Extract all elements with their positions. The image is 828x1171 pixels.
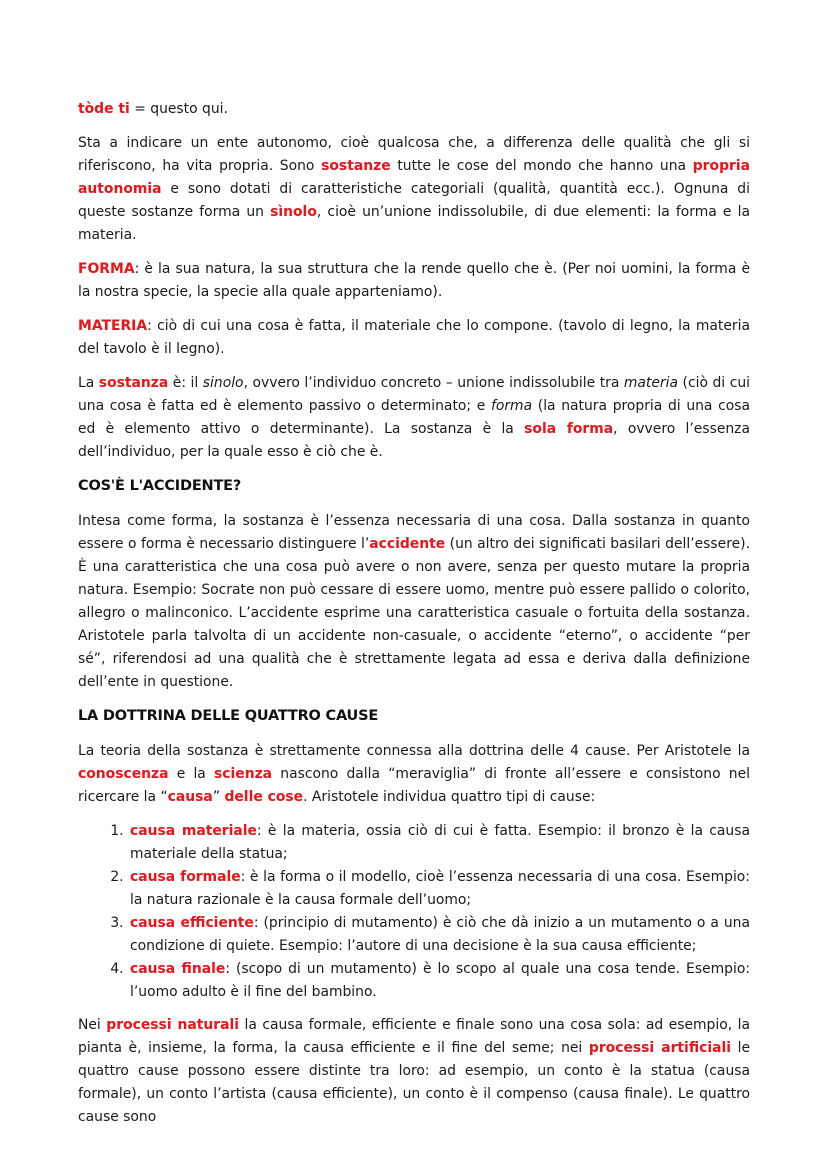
list-item: 3. causa efficiente: (principio di mutamento) è ciò che dà inizio a un mutamento o a una condizione di quiete. Esempio: l’autore di una decisione è la sua causa efficiente; [128,912,750,958]
paragraph-teoria-cause: La teoria della sostanza è strettamente connessa alla dottrina delle 4 cause. Per Aristotele la conoscenza e la scienza nascono dalla “meraviglia” di fronte all’essere e consistono nel ricercare la “causa” delle cose. Aristotele individua quattro tipi di cause: [78,743,750,805]
highlight-scienza: scienza [214,766,273,782]
heading-quattro-cause: LA DOTTRINA DELLE QUATTRO CAUSE [78,708,379,724]
cause-list [78,820,750,1004]
list-item: 4. causa finale: (scopo di un mutamento) è lo scopo al quale una cosa tende. Esempio: l’uomo adulto è il fine del bambino. [128,958,750,1004]
paragraph-materia: MATERIA: ciò di cui una cosa è fatta, il materiale che lo compone. (tavolo di legno, la materia del tavolo è il legno). [78,318,750,357]
highlight-sinolo: sìnolo [270,204,317,220]
highlight-processi-artificiali: processi artificiali [588,1040,732,1056]
term-tode-ti: tòde ti [78,101,130,117]
highlight-delle-cose: delle cose [224,789,304,805]
list-item: 1. causa materiale: è la materia, ossia ciò di cui è fatta. Esempio: il bronzo è la causa materiale della statua; [128,820,750,866]
highlight-conoscenza: conoscenza [78,766,169,782]
paragraph-processi: Nei processi naturali la causa formale, efficiente e finale sono una cosa sola: ad esempio, la pianta è, insieme, la forma, la causa efficiente e il fine del seme; nei processi artificiali le quattro cause possono essere distinte tra loro: ad esempio, un conto è la statua (causa formale), un conto l’artista (causa efficiente), un conto è il compenso (causa finale). Le quattro cause sono [78,1017,751,1125]
paragraph-forma: FORMA: è la sua natura, la sua struttura che la rende quello che è. (Per noi uomini, la forma è la nostra specie, la specie alla quale apparteniamo). [78,261,750,300]
highlight-propria-autonomia: propria autonomia [78,158,750,197]
paragraph-ente-autonomo: Sta a indicare un ente autonomo, cioè qualcosa che, a differenza delle qualità che gli si riferiscono, ha vita propria. Sono sostanze tutte le cose del mondo che hanno una propria autonomia e sono dotati di caratteristiche categoriali (qualità, quantità ecc.). Ognuna di queste sostanze forma un sìnolo, cioè un’unione indissolubile, di due elementi: la forma e la materia. [78,135,750,243]
label-materia: MATERIA [78,318,148,334]
highlight-causa: causa [167,789,213,805]
list-item: 2. causa formale: è la forma o il modello, cioè l’essenza necessaria di una cosa. Esempio: la natura razionale è la causa formale dell’uomo; [128,866,750,912]
highlight-accidente: accidente [369,536,446,552]
highlight-sostanze: sostanze [321,158,391,174]
label-forma: FORMA [78,261,135,277]
highlight-sola-forma: sola forma [524,421,614,437]
highlight-sostanza: sostanza [98,375,169,391]
heading-accidente: COS'È L'ACCIDENTE? [78,478,242,494]
intro-line: tòde ti = questo qui. [78,101,228,117]
paragraph-accidente: Intesa come forma, la sostanza è l’essenza necessaria di una cosa. Dalla sostanza in quanto essere o forma è necessario distinguere l’accidente (un altro dei significati basilari dell’essere). È una caratteristica che una cosa può avere o non avere, senza per questo mutare la propria natura. Esempio: Socrate non può cessare di essere uomo, mentre può essere pallido o colorito, allegro o malinconico. L’accidente esprime una caratteristica casuale o fortuita della sostanza. Aristotele parla talvolta di un accidente non-casuale, o accidente “eterno”, o accidente “per sé”, riferendosi ad una qualità che è strettamente legata ad essa e deriva dalla definizione dell’ente in questione. [78,513,750,690]
paragraph-sostanza: La sostanza è: il sinolo, ovvero l’individuo concreto – unione indissolubile tra materia (ciò di cui una cosa è fatta ed è elemento passivo o determinato; e forma (la natura propria di una cosa ed è elemento attivo o determinante). La sostanza è la sola forma, ovvero l’essenza dell’individuo, per la quale esso è ciò che è. [78,375,750,460]
highlight-processi-naturali: processi naturali [106,1017,240,1033]
